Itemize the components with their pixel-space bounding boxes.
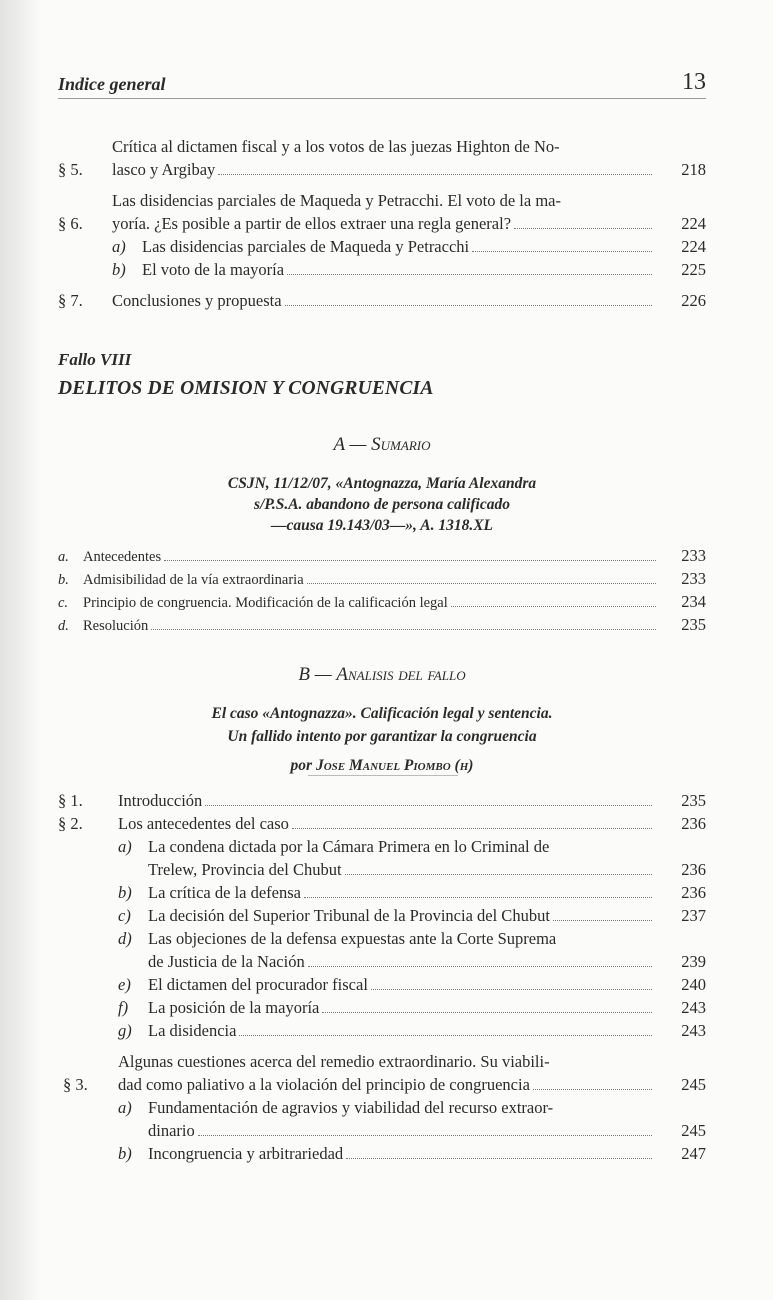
toc-entry-line: La disidencia xyxy=(148,1021,237,1040)
toc-entry-text xyxy=(112,135,654,181)
toc-leader-dots xyxy=(292,828,652,829)
toc-page-number: 235 xyxy=(681,615,706,634)
article-author xyxy=(58,754,706,777)
toc-entry-line: yoría. ¿Es posible a partir de ellos extraer una regla general? xyxy=(112,214,512,233)
case-citation-line: s/P.S.A. abandono de persona calificado xyxy=(254,496,510,513)
toc-leader-dots xyxy=(205,805,652,806)
case-citation-line: —causa 19.143/03—», A. 1318.XL xyxy=(270,517,494,534)
toc-entry xyxy=(58,289,706,312)
toc-leader-dots xyxy=(285,305,652,306)
toc-leader-dots xyxy=(345,874,652,875)
toc-letter: a) xyxy=(118,1098,132,1117)
running-head xyxy=(58,70,706,99)
toc-page-number: 239 xyxy=(681,952,706,971)
article-title xyxy=(58,702,706,777)
case-citation-line: CSJN, 11/12/07, «Antognazza, María Alexandra xyxy=(227,475,537,492)
toc-entry xyxy=(58,135,706,181)
section-heading-word: Analisis del fallo xyxy=(336,664,466,685)
toc-entry xyxy=(58,189,706,235)
toc-entry xyxy=(58,591,706,614)
toc-entry-text xyxy=(112,235,654,258)
toc-letter: a) xyxy=(112,237,126,256)
toc-entry-line: La crítica de la defensa xyxy=(148,883,301,902)
toc-page-number: 243 xyxy=(681,998,706,1017)
toc-leader-dots xyxy=(287,274,652,275)
toc-leader-dots xyxy=(198,1135,652,1136)
toc-leader-dots xyxy=(151,629,656,630)
toc-leader-dots xyxy=(304,897,652,898)
author-prefix: por xyxy=(290,757,313,774)
toc-entry-line: La posición de la mayoría xyxy=(148,998,320,1017)
toc-entry-line: La decisión del Superior Tribunal de la Provincia del Chubut xyxy=(148,906,550,925)
toc-entry-line: Trelew, Provincia del Chubut xyxy=(148,860,342,879)
toc-leader-dots xyxy=(514,228,652,229)
toc-entry-line: Antecedentes xyxy=(83,549,162,565)
toc-entry-line: Resolución xyxy=(83,618,149,634)
toc-section-number: § 2. xyxy=(58,814,83,833)
running-head-title: Indice general xyxy=(58,74,166,94)
toc-entry-text xyxy=(112,258,654,281)
toc-part1 xyxy=(58,135,706,312)
toc-page-number: 224 xyxy=(681,214,706,233)
toc-letter: b) xyxy=(118,1144,132,1163)
toc-entry xyxy=(58,568,706,591)
toc-entry-line: El dictamen del procurador fiscal xyxy=(148,975,368,994)
toc-entry-text xyxy=(112,189,654,235)
toc-entry-line: La condena dictada por la Cámara Primera en lo Criminal de xyxy=(148,837,550,856)
toc-letter: g) xyxy=(118,1021,132,1040)
author-name: Jose Manuel Piombo (h) xyxy=(315,757,474,774)
toc-entry-line: Admisibilidad de la vía extraordinaria xyxy=(83,572,304,588)
toc-leader-dots xyxy=(553,920,652,921)
toc-leader-dots xyxy=(533,1089,652,1090)
toc-page-number: 236 xyxy=(681,860,706,879)
author-rule xyxy=(308,775,458,776)
toc-section-number: § 1. xyxy=(58,791,83,810)
toc-entry xyxy=(58,789,706,812)
toc-letter: c. xyxy=(58,595,69,611)
toc-entry-line: dinario xyxy=(148,1121,195,1140)
toc-section-number: § 6. xyxy=(58,214,83,233)
section-heading-prefix: B — xyxy=(298,664,332,685)
toc-letter: b) xyxy=(112,260,126,279)
toc-entry-line: Introducción xyxy=(118,791,203,810)
toc-letter: a) xyxy=(118,837,132,856)
toc-letter: e) xyxy=(118,975,131,994)
toc-leader-dots xyxy=(322,1012,652,1013)
toc-subentry xyxy=(58,258,706,281)
toc-page-number: 243 xyxy=(681,1021,706,1040)
toc-leader-dots xyxy=(451,606,656,607)
toc-page-number: 247 xyxy=(681,1144,706,1163)
toc-leader-dots xyxy=(308,966,652,967)
section-heading-sumario xyxy=(58,434,706,456)
page-gutter-shadow xyxy=(0,0,40,1300)
toc-entry-line: dad como paliativo a la violación del principio de congruencia xyxy=(118,1075,530,1094)
toc-subentry xyxy=(58,1019,706,1042)
toc-entry-line: Conclusiones y propuesta xyxy=(112,291,282,310)
toc-entry-line: Algunas cuestiones acerca del remedio extraordinario. Su viabili- xyxy=(118,1052,550,1071)
toc-entry-line: Incongruencia y arbitrariedad xyxy=(148,1144,344,1163)
toc-leader-dots xyxy=(307,583,656,584)
section-heading-prefix: A — xyxy=(333,434,367,455)
toc-subentry xyxy=(58,973,706,996)
section-heading-word: Sumario xyxy=(371,434,431,455)
toc-page-number: 240 xyxy=(681,975,706,994)
toc-entry-line: lasco y Argibay xyxy=(112,160,216,179)
section-heading-analisis xyxy=(58,664,706,686)
toc-leader-dots xyxy=(218,174,652,175)
toc-page-number: 233 xyxy=(681,546,706,565)
toc-page-number: 245 xyxy=(681,1121,706,1140)
toc-analisis xyxy=(58,789,706,1165)
case-citation xyxy=(58,473,706,536)
toc-page-number: 245 xyxy=(681,1075,706,1094)
toc-section-number: § 7. xyxy=(58,291,83,310)
toc-entry-line: Las objeciones de la defensa expuestas ante la Corte Suprema xyxy=(148,929,557,948)
toc-entry xyxy=(58,614,706,637)
toc-letter: d) xyxy=(118,929,132,948)
toc-subentry xyxy=(58,996,706,1019)
toc-page-number: 235 xyxy=(681,791,706,810)
toc-leader-dots xyxy=(346,1158,652,1159)
fallo-label: Fallo VIII xyxy=(58,350,132,369)
toc-entry-line: Fundamentación de agravios y viabilidad del recurso extraor- xyxy=(148,1098,554,1117)
toc-page-number: 236 xyxy=(681,814,706,833)
toc-subentry xyxy=(58,904,706,927)
toc-entry-line: Principio de congruencia. Modificación de la calificación legal xyxy=(83,595,448,611)
toc-letter: c) xyxy=(118,906,131,925)
toc-entry-line: Los antecedentes del caso xyxy=(118,814,289,833)
toc-entry-text xyxy=(112,289,654,312)
toc-leader-dots xyxy=(164,560,656,561)
toc-subentry xyxy=(58,835,706,881)
toc-letter: a. xyxy=(58,549,69,565)
toc-page-number: 226 xyxy=(681,291,706,310)
toc-entry xyxy=(58,812,706,835)
toc-leader-dots xyxy=(371,989,652,990)
toc-subentry xyxy=(58,927,706,973)
toc-entry-line: Las disidencias parciales de Maqueda y Petracchi. El voto de la ma- xyxy=(112,191,561,210)
article-title-line: Un fallido intento por garantizar la congruencia xyxy=(227,728,537,745)
toc-subentry xyxy=(58,881,706,904)
toc-page-number: 236 xyxy=(681,883,706,902)
article-title-line: El caso «Antognazza». Calificación legal y sentencia. xyxy=(211,705,553,722)
page-number: 13 xyxy=(682,69,706,95)
toc-page-number: 237 xyxy=(681,906,706,925)
toc-page-number: 224 xyxy=(681,237,706,256)
toc-subentry xyxy=(58,235,706,258)
toc-section-number: § 3. xyxy=(63,1075,88,1094)
toc-subentry xyxy=(58,1142,706,1165)
toc-leader-dots xyxy=(472,251,652,252)
toc-section-number: § 5. xyxy=(58,160,83,179)
toc-subentry xyxy=(58,1096,706,1142)
toc-letter: d. xyxy=(58,618,69,634)
toc-entry xyxy=(58,545,706,568)
toc-entry-line: El voto de la mayoría xyxy=(142,260,285,279)
toc-entry xyxy=(58,1050,706,1096)
toc-letter: b. xyxy=(58,572,69,588)
toc-letter: b) xyxy=(118,883,132,902)
toc-page-number: 218 xyxy=(681,160,706,179)
toc-letter: f) xyxy=(118,998,129,1017)
toc-entry-line: Las disidencias parciales de Maqueda y Petracchi xyxy=(142,237,470,256)
toc-page-number: 234 xyxy=(681,592,706,611)
toc-entry-line: de Justicia de la Nación xyxy=(148,952,305,971)
toc-leader-dots xyxy=(239,1035,652,1036)
toc-page-number: 233 xyxy=(681,569,706,588)
fallo-title: DELITOS DE OMISION Y CONGRUENCIA xyxy=(58,378,434,399)
toc-entry-line: Crítica al dictamen fiscal y a los votos de las juezas Highton de No- xyxy=(112,137,560,156)
toc-sumario xyxy=(58,545,706,637)
toc-page-number: 225 xyxy=(681,260,706,279)
